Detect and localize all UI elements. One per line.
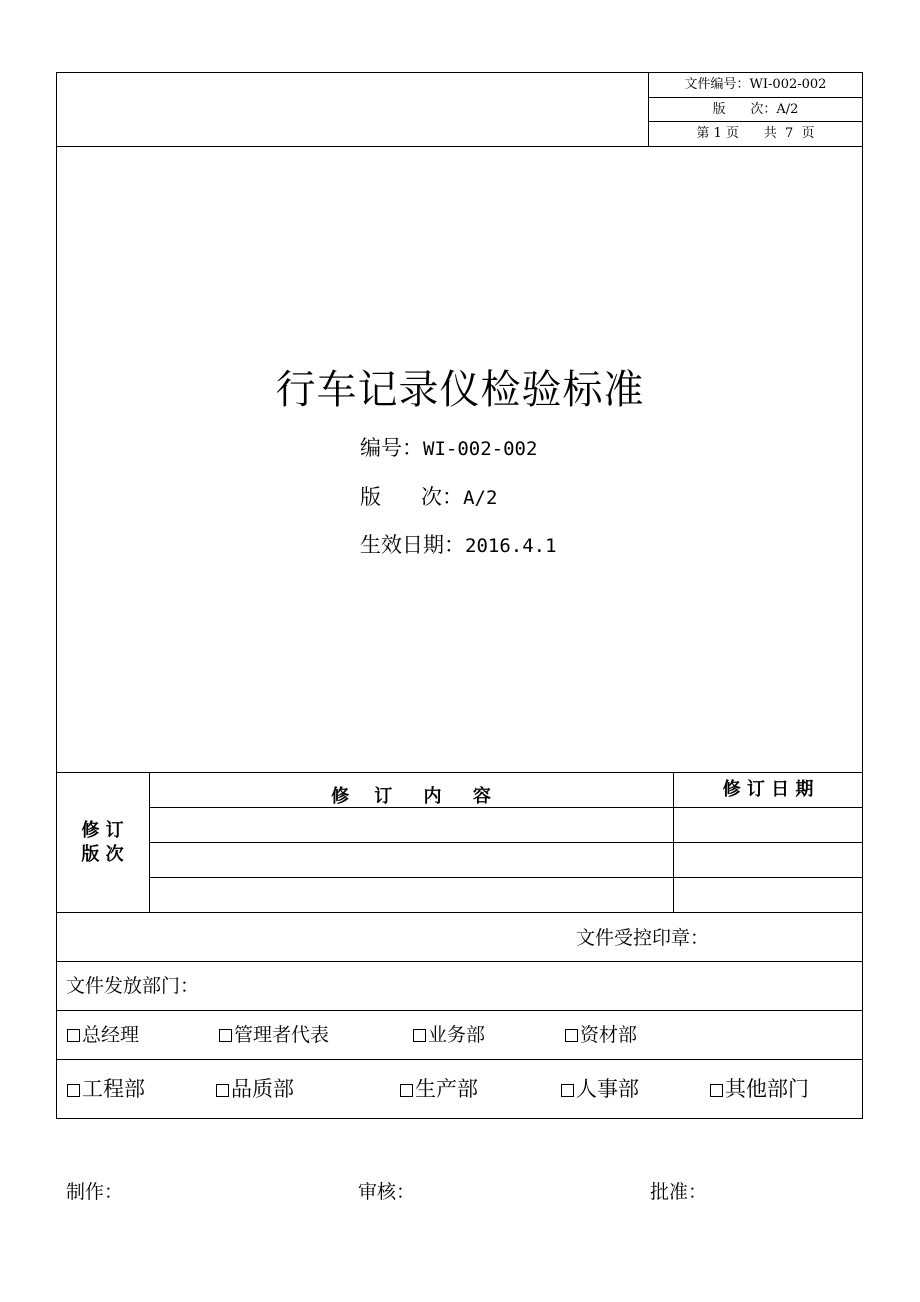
dept-option-label: 生产部: [415, 1077, 478, 1101]
revision-content-header: 修 订 内 容: [331, 786, 491, 807]
signature-made-by: 制作：: [66, 1181, 124, 1203]
checkbox-icon[interactable]: [219, 1029, 232, 1042]
revision-bottom-line: [56, 912, 863, 913]
checkbox-icon[interactable]: [710, 1084, 723, 1097]
revision-side-label-2: 版 次: [81, 844, 124, 865]
dept-option-label: 管理者代表: [234, 1024, 330, 1046]
checkbox-icon[interactable]: [400, 1084, 413, 1097]
revision-row-line: [149, 842, 863, 843]
cover-number: [360, 433, 537, 464]
document-title: 行车记录仪检验标准: [275, 367, 645, 413]
dept-option-business[interactable]: [413, 1021, 485, 1049]
stamp-bottom-line: [56, 961, 863, 962]
dept-option-general-manager[interactable]: [67, 1021, 139, 1049]
cover-number-value: WI-002-002: [423, 438, 538, 460]
distribution-line: [56, 1059, 863, 1060]
checkbox-icon[interactable]: [413, 1029, 426, 1042]
control-stamp-label: 文件受控印章：: [576, 927, 710, 949]
revision-top-line: [56, 772, 863, 773]
checkbox-icon[interactable]: [565, 1029, 578, 1042]
dept-option-engineering[interactable]: [67, 1075, 145, 1103]
dept-option-materials[interactable]: [565, 1021, 637, 1049]
checkbox-icon[interactable]: [67, 1084, 80, 1097]
revision-row-line: [149, 877, 863, 878]
cover-effective-date: [360, 530, 557, 561]
cover-version-value: A/2: [463, 487, 498, 509]
dept-option-label: 总经理: [82, 1024, 140, 1046]
signature-approved-by: 批准：: [650, 1181, 708, 1203]
checkbox-icon[interactable]: [561, 1084, 574, 1097]
cover-version: [360, 482, 497, 513]
dept-option-label: 人事部: [576, 1077, 639, 1101]
dept-option-management-rep[interactable]: [219, 1021, 329, 1049]
dept-option-label: 品质部: [231, 1077, 294, 1101]
checkbox-icon[interactable]: [216, 1084, 229, 1097]
signature-reviewed-by: 审核：: [358, 1181, 416, 1203]
dept-option-label: 业务部: [428, 1024, 486, 1046]
page-count: 第 1 页 共 7 页: [696, 126, 815, 141]
revision-side-label-1: 修 订: [81, 820, 124, 841]
cover-effective-label: 生效日期：: [360, 533, 465, 557]
distribution-line: [56, 1010, 863, 1011]
dept-option-hr[interactable]: [561, 1075, 639, 1103]
cover-version-label: 版 次：: [360, 485, 464, 509]
revision-date-header: 修 订 日 期: [722, 779, 814, 800]
distribution-label: 文件发放部门：: [66, 975, 200, 997]
cover-number-label: 编号：: [360, 436, 423, 460]
checkbox-icon[interactable]: [67, 1029, 80, 1042]
dept-option-other[interactable]: [710, 1075, 809, 1103]
dept-option-quality[interactable]: [216, 1075, 294, 1103]
doc-version: 版 次：A/2: [712, 102, 799, 117]
header-bottom-line: [56, 146, 863, 147]
doc-number: 文件编号：WI-002-002: [684, 77, 827, 92]
dept-option-label: 工程部: [82, 1077, 145, 1101]
dept-option-label: 资材部: [580, 1024, 638, 1046]
dept-option-label: 其他部门: [725, 1077, 809, 1101]
cover-effective-value: 2016.4.1: [465, 535, 557, 557]
dept-option-production[interactable]: [400, 1075, 478, 1103]
